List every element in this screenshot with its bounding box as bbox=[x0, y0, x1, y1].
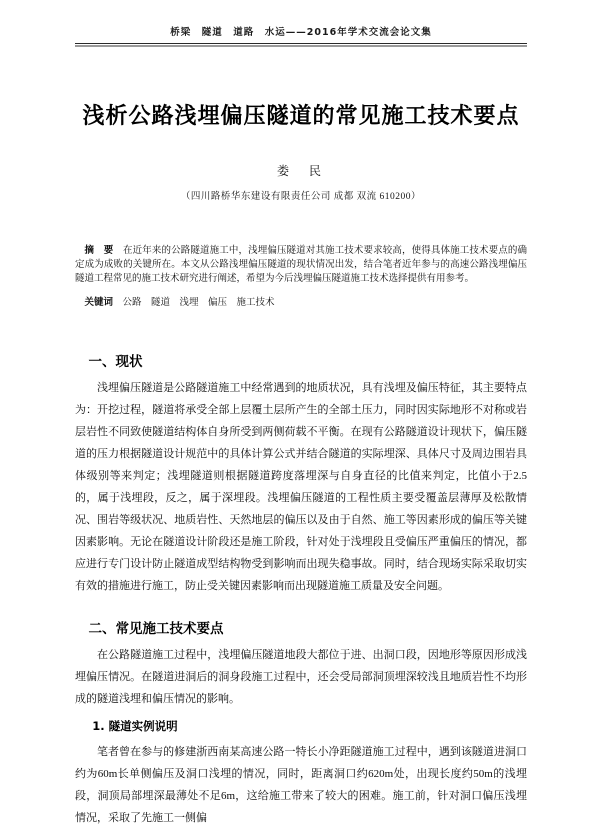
abstract-text: 在近年来的公路隧道施工中，浅埋偏压隧道对其施工技术要求较高，使得具体施工技术要点的确定成为成败的关键所在。本文从公路浅埋偏压隧道的现状情况出发，结合笔者近年参与的高速公路浅埋偏压隧道工程常见的施工技术研究进行阐述，希望为今后浅埋偏压隧道施工技术选择提供有用参考。 bbox=[75, 246, 527, 284]
affiliation: （四川路桥华东建设有限责任公司 成都 双流 610200） bbox=[180, 192, 422, 202]
subsection-1-heading: 1. 隧道实例说明 bbox=[92, 718, 178, 733]
section-1-heading: 一、现状 bbox=[88, 353, 143, 370]
keywords-label: 关键词 bbox=[84, 296, 114, 308]
keywords-text: 公路 隧道 浅埋 偏压 施工技术 bbox=[122, 297, 275, 308]
keywords-line bbox=[75, 296, 527, 310]
section-2-heading: 二、常见施工技术要点 bbox=[88, 620, 224, 637]
paper-title: 浅析公路浅埋偏压隧道的常见施工技术要点 bbox=[82, 104, 520, 129]
abstract-paragraph bbox=[75, 244, 527, 286]
author-name: 娄 民 bbox=[276, 164, 325, 178]
header-rule bbox=[75, 43, 527, 47]
subsection-1-paragraph: 笔者曾在参与的修建浙西南某高速公路一特长小净距隧道施工过程中，遇到该隧道进洞口约为60m长单侧偏压及洞口浅埋的情况，同时，距离洞口约620m处，出现长度约50m的浅埋段，洞顶局部埋深最薄处不足6m，这给施工带来了较大的困难。施工前，针对洞口偏压浅埋情况，采取了先施工一侧偏 bbox=[75, 745, 527, 824]
abstract-label: 摘 要 bbox=[84, 245, 114, 256]
proceedings-header: 桥梁 隧道 道路 水运——2016年学术交流会论文集 bbox=[170, 27, 432, 38]
section-1-paragraph: 浅埋偏压隧道是公路隧道施工中经常遇到的地质状况，具有浅埋及偏压特征，其主要特点为：开挖过程，隧道将承受全部上层覆土层所产生的全部土压力，同时因实际地形不对称或岩层岩性不同致使隧道结构体自身所受到两侧荷载不平衡。在现有公路隧道设计现状下，偏压隧道的压力根据隧道设计规范中的具体计算公式并结合隧道的实际埋深、具体尺寸及周边围岩具体级别等来判定；浅埋隧道则根据隧道跨度落埋深与自身直径的比值来判定，比值小于2.5的，属于浅埋段，反之，属于深埋段。浅埋偏压隧道的工程性质主要受覆盖层薄厚及松散情况、围岩等级状况、地质岩性、天然地层的偏压以及由于自然、施工等因素形成的偏压等关键因素影响。无论在隧道设计阶段还是施工阶段，针对处于浅埋段且受偏压严重偏压的情况，都应进行专门设计防止隧道成型结构物受到影响而出现失稳事故。同时，结合现场实际采取切实有效的措施进行施工，防止受关键因素影响而出现隧道施工质量及安全问题。 bbox=[75, 381, 527, 592]
section-2-paragraph: 在公路隧道施工过程中，浅埋偏压隧道地段大都位于进、出洞口段，因地形等原因形成浅埋偏压情况。在隧道进洞后的洞身段施工过程中，还会受局部洞顶埋深较浅且地质岩性不均形成的隧道浅埋和偏压情况的影响。 bbox=[75, 648, 527, 705]
